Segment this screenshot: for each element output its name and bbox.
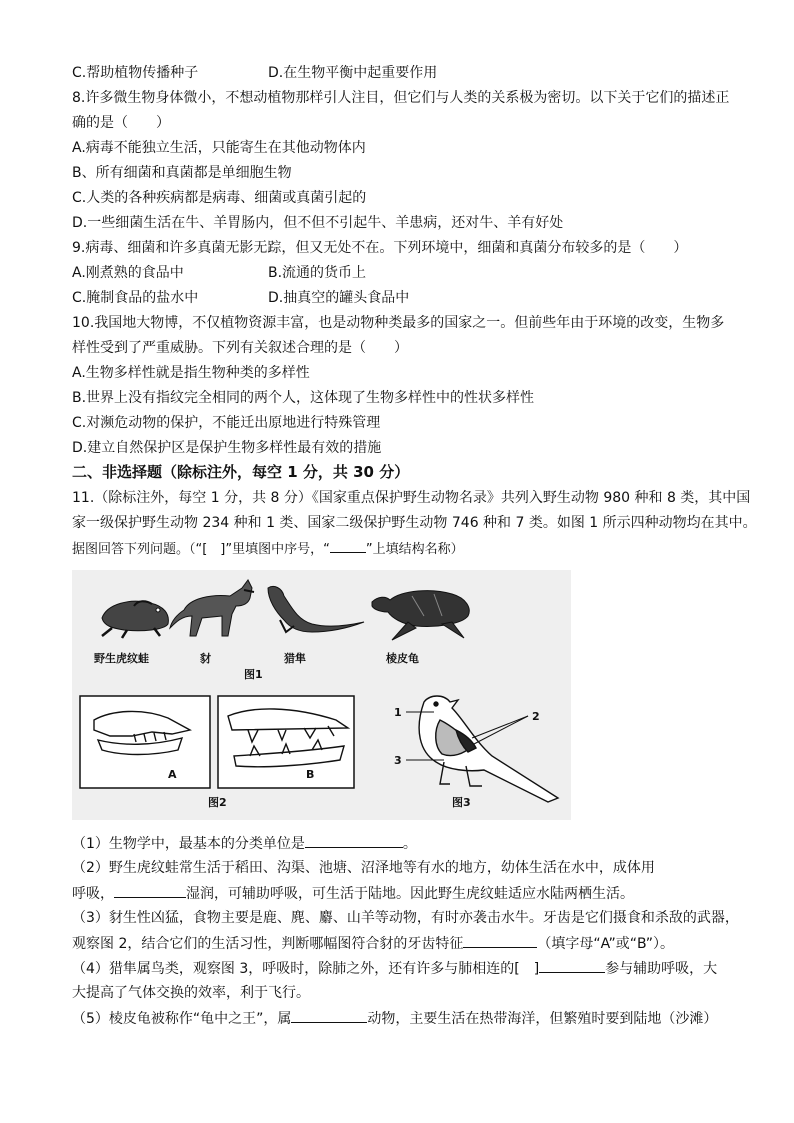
fig2-label-a: A [168, 768, 177, 781]
q11-part1: （1）生物学中，最基本的分类单位是 。 [72, 833, 417, 854]
q10-stem-line2: 样性受到了严重威胁。下列有关叙述合理的是（ ） [72, 340, 408, 356]
answer-blank [305, 833, 403, 848]
fig1-label-frog: 野生虎纹蛙 [94, 652, 149, 665]
q9-stem: 9.病毒、细菌和许多真菌无影无踪，但又无处不在。下列环境中，细菌和真菌分布较多的是（ ） [72, 240, 688, 256]
q11-part3-line2: 观察图 2，结合它们的生活习性，判断哪幅图符合豺的牙齿特征 （填字母“A”或“B”）。 [72, 933, 674, 954]
q11-part5-line1: （5）棱皮龟被称作“龟中之王”，属 动物，主要生活在热带海洋，但繁殖时要到陆地（沙滩） [72, 1008, 717, 1029]
q9-option-c: C.腌制食品的盐水中 [72, 290, 199, 306]
answer-blank [114, 883, 186, 898]
figure-block [72, 570, 571, 820]
q11-intro-line1: 11.（除标注外，每空 1 分，共 8 分）《国家重点保护野生动物名录》共列入野生动物 980 种和 8 类，其中国 [72, 490, 751, 506]
q11-part4-line2: 大提高了气体交换的效率，利于飞行。 [72, 985, 310, 1001]
fig1-label-dhole: 豺 [200, 652, 211, 665]
fig3-caption: 图3 [452, 796, 471, 809]
q9-options-cd [72, 288, 410, 308]
frog-illustration [102, 601, 168, 638]
q8-option-a: A.病毒不能独立生活，只能寄生在其他动物体内 [72, 140, 366, 156]
q8-option-d: D.一些细菌生活在牛、羊胃肠内，但不但不引起牛、羊患病，还对牛、羊有好处 [72, 215, 564, 231]
q10-option-a: A.生物多样性就是指生物种类的多样性 [72, 365, 310, 381]
q8-stem-line2: 确的是（ ） [72, 115, 170, 131]
q8-stem-line1: 8.许多微生物身体微小，不想动植物那样引人注目，但它们与人类的关系极为密切。以下关于它们的描述正 [72, 90, 730, 106]
q7-option-c: C.帮助植物传播种子 D.在生物平衡中起重要作用 [72, 65, 438, 81]
fig1-label-falcon: 猎隼 [284, 652, 306, 665]
q11-part4-line1: （4）猎隼属鸟类，观察图 3，呼吸时，除肺之外，还有许多与肺相连的[ ] 参与辅助呼吸，大 [72, 958, 717, 979]
dhole-illustration [170, 580, 254, 636]
q10-stem-line1: 10.我国地大物博，不仅植物资源丰富，也是动物种类最多的国家之一。但前些年由于环境的改变，生物多 [72, 315, 725, 331]
answer-blank [330, 538, 366, 553]
q11-part3-line1: （3）豺生性凶猛，食物主要是鹿、麂、麝、山羊等动物，有时亦袭击水牛。牙齿是它们摄食和杀敌的武器， [72, 910, 739, 926]
q11-part2-line1: （2）野生虎纹蛙常生活于稻田、沟渠、池塘、沼泽地等有水的地方，幼体生活在水中，成体用 [72, 860, 655, 876]
fig3-mark-3: 3 [394, 754, 402, 767]
q11-intro-line3: 据图回答下列问题。（“[ ]”里填图中序号，“ ”上填结构名称） [72, 538, 464, 560]
q9-option-a: A.刚煮熟的食品中 [72, 265, 184, 281]
fig2-caption: 图2 [208, 796, 227, 809]
turtle-illustration [372, 591, 469, 640]
section-heading: 二、非选择题（除标注外，每空 1 分，共 30 分） [72, 463, 410, 481]
answer-blank [463, 933, 537, 948]
fig2-label-b: B [306, 768, 315, 781]
fig3-mark-1: 1 [394, 706, 402, 719]
q9-option-b: B.流通的货币上 [268, 265, 367, 281]
q10-option-b: B.世界上没有指纹完全相同的两个人，这体现了生物多样性中的性状多样性 [72, 390, 535, 406]
falcon-illustration [268, 586, 364, 632]
fig1-label-turtle: 棱皮龟 [386, 652, 419, 665]
fig3-mark-2: 2 [532, 710, 540, 723]
fig1-caption: 图1 [244, 668, 263, 681]
q8-option-c: C.人类的各种疾病都是病毒、细菌或真菌引起的 [72, 190, 367, 206]
answer-blank [291, 1008, 367, 1023]
q11-intro-line2: 家一级保护野生动物 234 种和 1 类、国家二级保护野生动物 746 种和 7 类。如图 1 所示四种动物均在其中。 [72, 515, 757, 531]
q9-option-d: D.抽真空的罐头食品中 [268, 290, 410, 306]
q9-options-ab [72, 263, 367, 283]
q10-option-d: D.建立自然保护区是保护生物多样性最有效的措施 [72, 440, 382, 456]
q11-part2-line2: 呼吸， 湿润，可辅助呼吸，可生活于陆地。因此野生虎纹蛙适应水陆两栖生活。 [72, 883, 634, 904]
q10-option-c: C.对濒危动物的保护，不能迁出原地进行特殊管理 [72, 415, 381, 431]
q7-option-d: D.在生物平衡中起重要作用 [268, 65, 438, 81]
answer-blank [539, 958, 605, 973]
q8-option-b: B、所有细菌和真菌都是单细胞生物 [72, 165, 292, 181]
